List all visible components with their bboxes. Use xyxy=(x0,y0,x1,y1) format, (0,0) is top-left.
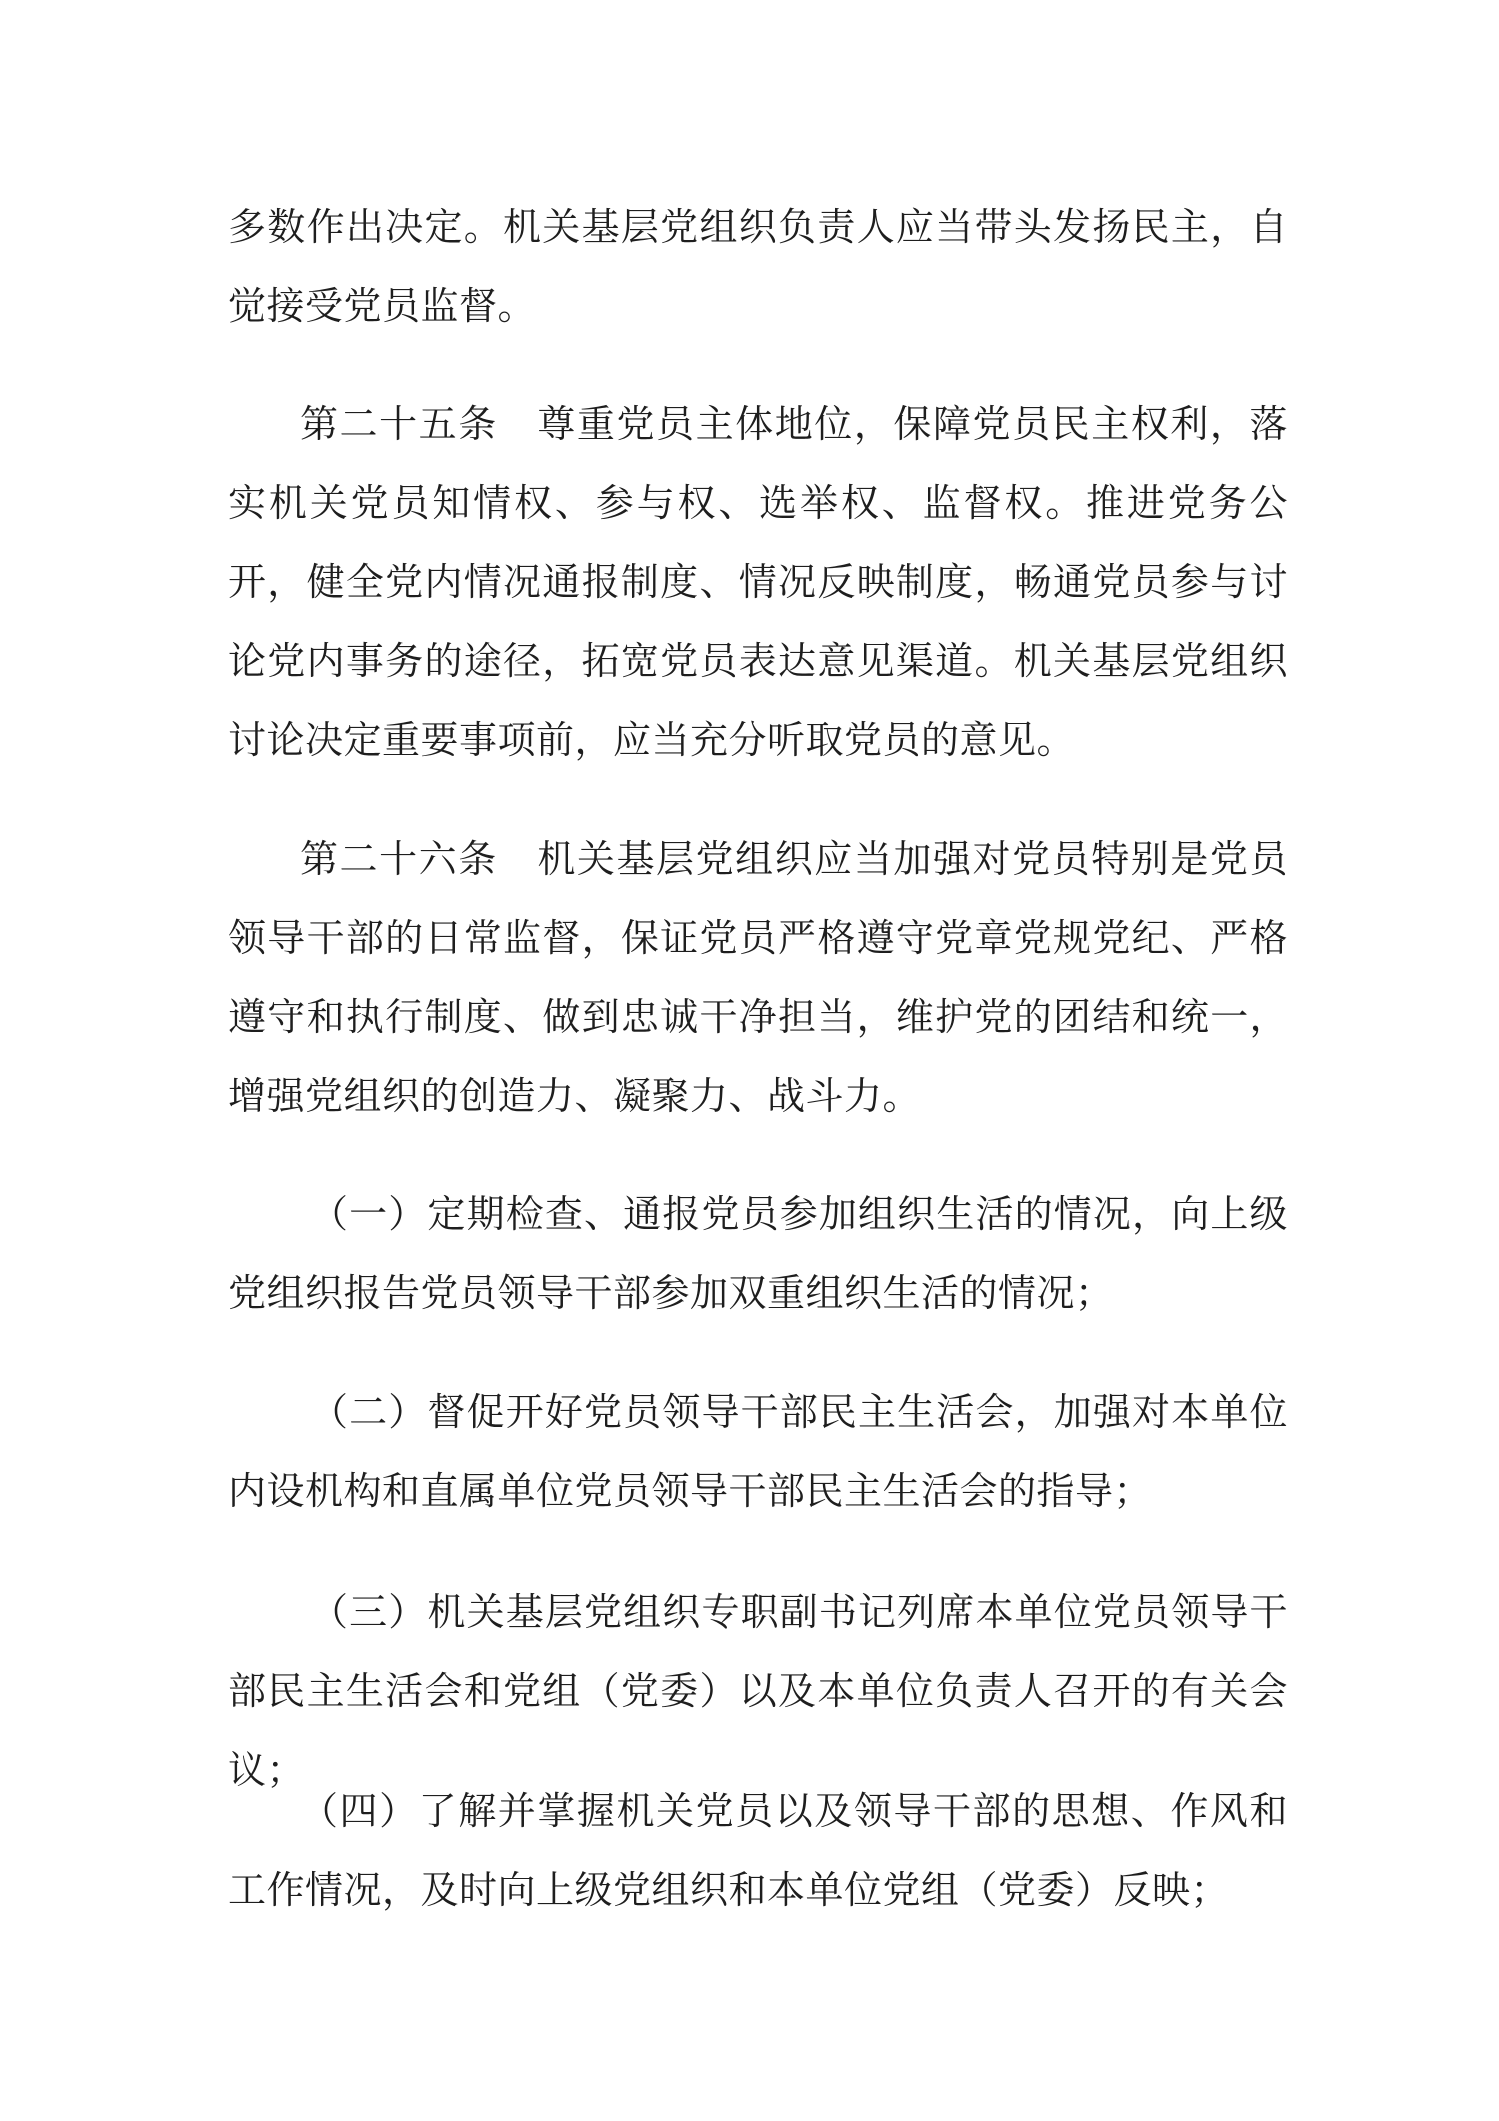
article-26-item-2: （二）督促开好党员领导干部民主生活会，加强对本单位内设机构和直属单位党员领导干部民主生活会的指导； xyxy=(228,1390,1288,1513)
article-26-item-1: （一）定期检查、通报党员参加组织生活的情况，向上级党组织报告党员领导干部参加双重组织生活的情况； xyxy=(228,1192,1288,1315)
article-26: 第二十六条 机关基层党组织应当加强对党员特别是党员领导干部的日常监督，保证党员严格遵守党章党规党纪、严格遵守和执行制度、做到忠诚干净担当，维护党的团结和统一，增强党组织的创造力、凝聚力、战斗力。 xyxy=(228,837,1288,1118)
article-26-item-4: （四）了解并掌握机关党员以及领导干部的思想、作风和工作情况，及时向上级党组织和本单位党组（党委）反映； xyxy=(228,1789,1288,1912)
article-25: 第二十五条 尊重党员主体地位，保障党员民主权利，落实机关党员知情权、参与权、选举权、监督权。推进党务公开，健全党内情况通报制度、情况反映制度，畅通党员参与讨论党内事务的途径，拓宽党员表达意见渠道。机关基层党组织讨论决定重要事项前，应当充分听取党员的意见。 xyxy=(228,402,1288,762)
article-26-item-3: （三）机关基层党组织专职副书记列席本单位党员领导干部民主生活会和党组（党委）以及本单位负责人召开的有关会议； xyxy=(228,1590,1288,1792)
paragraph-continuation: 多数作出决定。机关基层党组织负责人应当带头发扬民主，自觉接受党员监督。 xyxy=(228,205,1288,328)
